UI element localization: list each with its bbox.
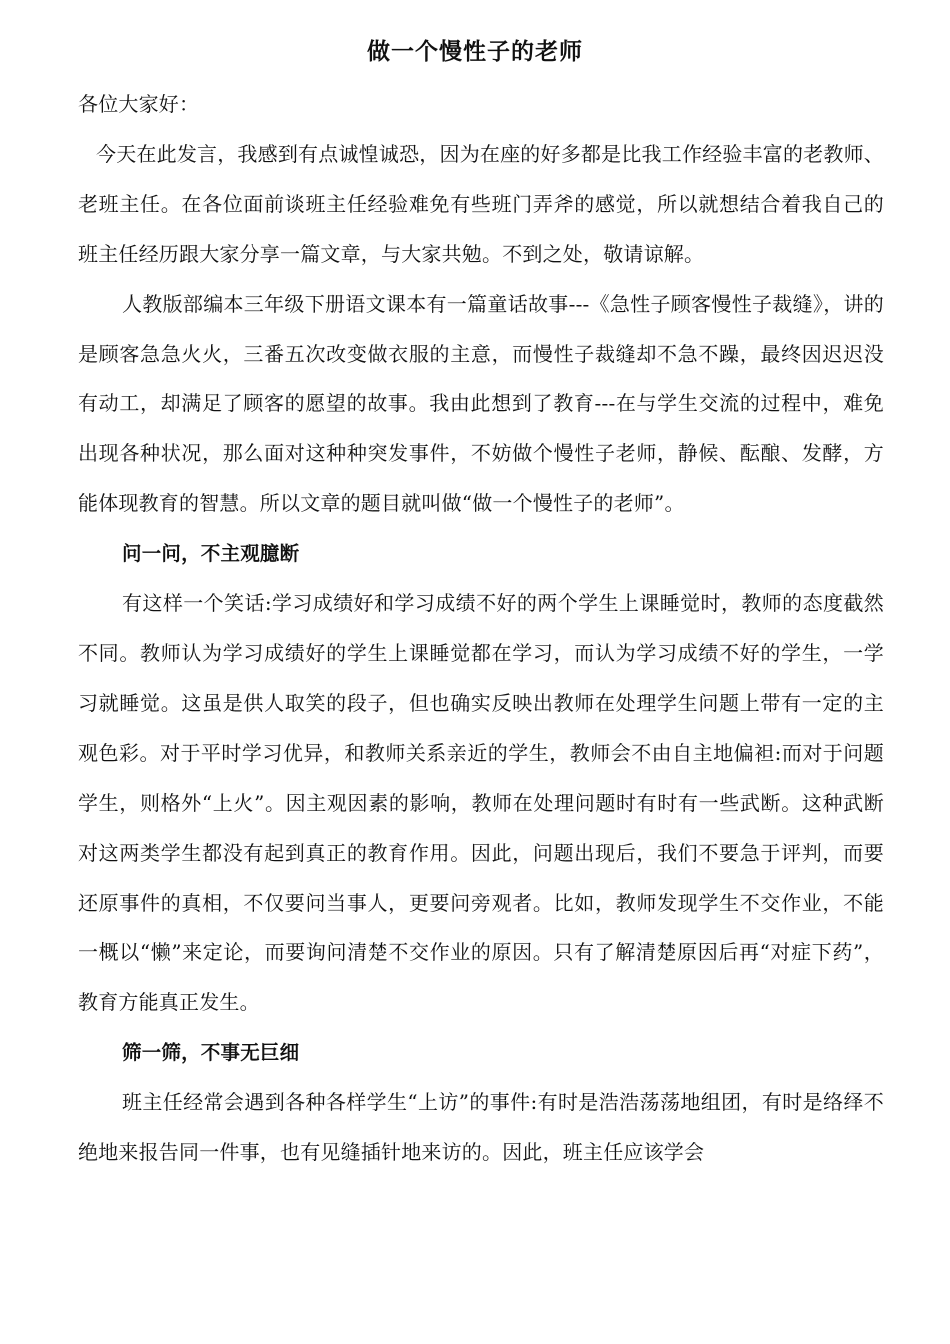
document-title: 做一个慢性子的老师 bbox=[367, 39, 583, 65]
section-paragraph-filter: 班主任经常会遇到各种各样学生“上访”的事件:有时是浩浩荡荡地组团，有时是络绎不绝地来报告同一件事，也有见缝插针地来访的。因此，班主任应该学会 bbox=[78, 1090, 884, 1165]
story-paragraph: 人教版部编本三年级下册语文课本有一篇童话故事---《急性子顾客慢性子裁缝》，讲的是顾客急急火火，三番五次改变做衣服的主意，而慢性子裁缝却不急不躁，最终因迟迟没有动工，却满足了顾客的愿望的故事。我由此想到了教育---在与学生交流的过程中，难免出现各种状况，那么面对这种种突发事件，不妨做个慢性子老师，静候、酝酿、发酵，方能体现教育的智慧。所以文章的题目就叫做“做一个慢性子的老师”。 bbox=[78, 291, 884, 516]
section-heading-filter: 筛一筛，不事无巨细 bbox=[122, 1041, 300, 1065]
section-paragraph-ask: 有这样一个笑话:学习成绩好和学习成绩不好的两个学生上课睡觉时，教师的态度截然不同。教师认为学习成绩好的学生上课睡觉都在学习，而认为学习成绩不好的学生，一学习就睡觉。这虽是供人取笑的段子，但也确实反映出教师在处理学生问题上带有一定的主观色彩。对于平时学习优异，和教师关系亲近的学生，教师会不由自主地偏袒:而对于问题学生，则格外“上火”。因主观因素的影响，教师在处理问题时有时有一些武断。这种武断对这两类学生都没有起到真正的教育作用。因此，问题出现后，我们不要急于评判，而要还原事件的真相，不仅要问当事人，更要问旁观者。比如，教师发现学生不交作业，不能一概以“懒”来定论，而要询问清楚不交作业的原因。只有了解清楚原因后再“对症下药”，教育方能真正发生。 bbox=[78, 591, 884, 1015]
intro-paragraph: 今天在此发言，我感到有点诚惶诚恐，因为在座的好多都是比我工作经验丰富的老教师、老班主任。在各位面前谈班主任经验难免有些班门弄斧的感觉，所以就想结合着我自己的班主任经历跟大家分享一篇文章，与大家共勉。不到之处，敬请谅解。 bbox=[78, 141, 884, 266]
greeting-line: 各位大家好： bbox=[78, 92, 200, 116]
section-heading-ask: 问一问，不主观臆断 bbox=[122, 542, 300, 566]
document-body bbox=[78, 80, 884, 1178]
